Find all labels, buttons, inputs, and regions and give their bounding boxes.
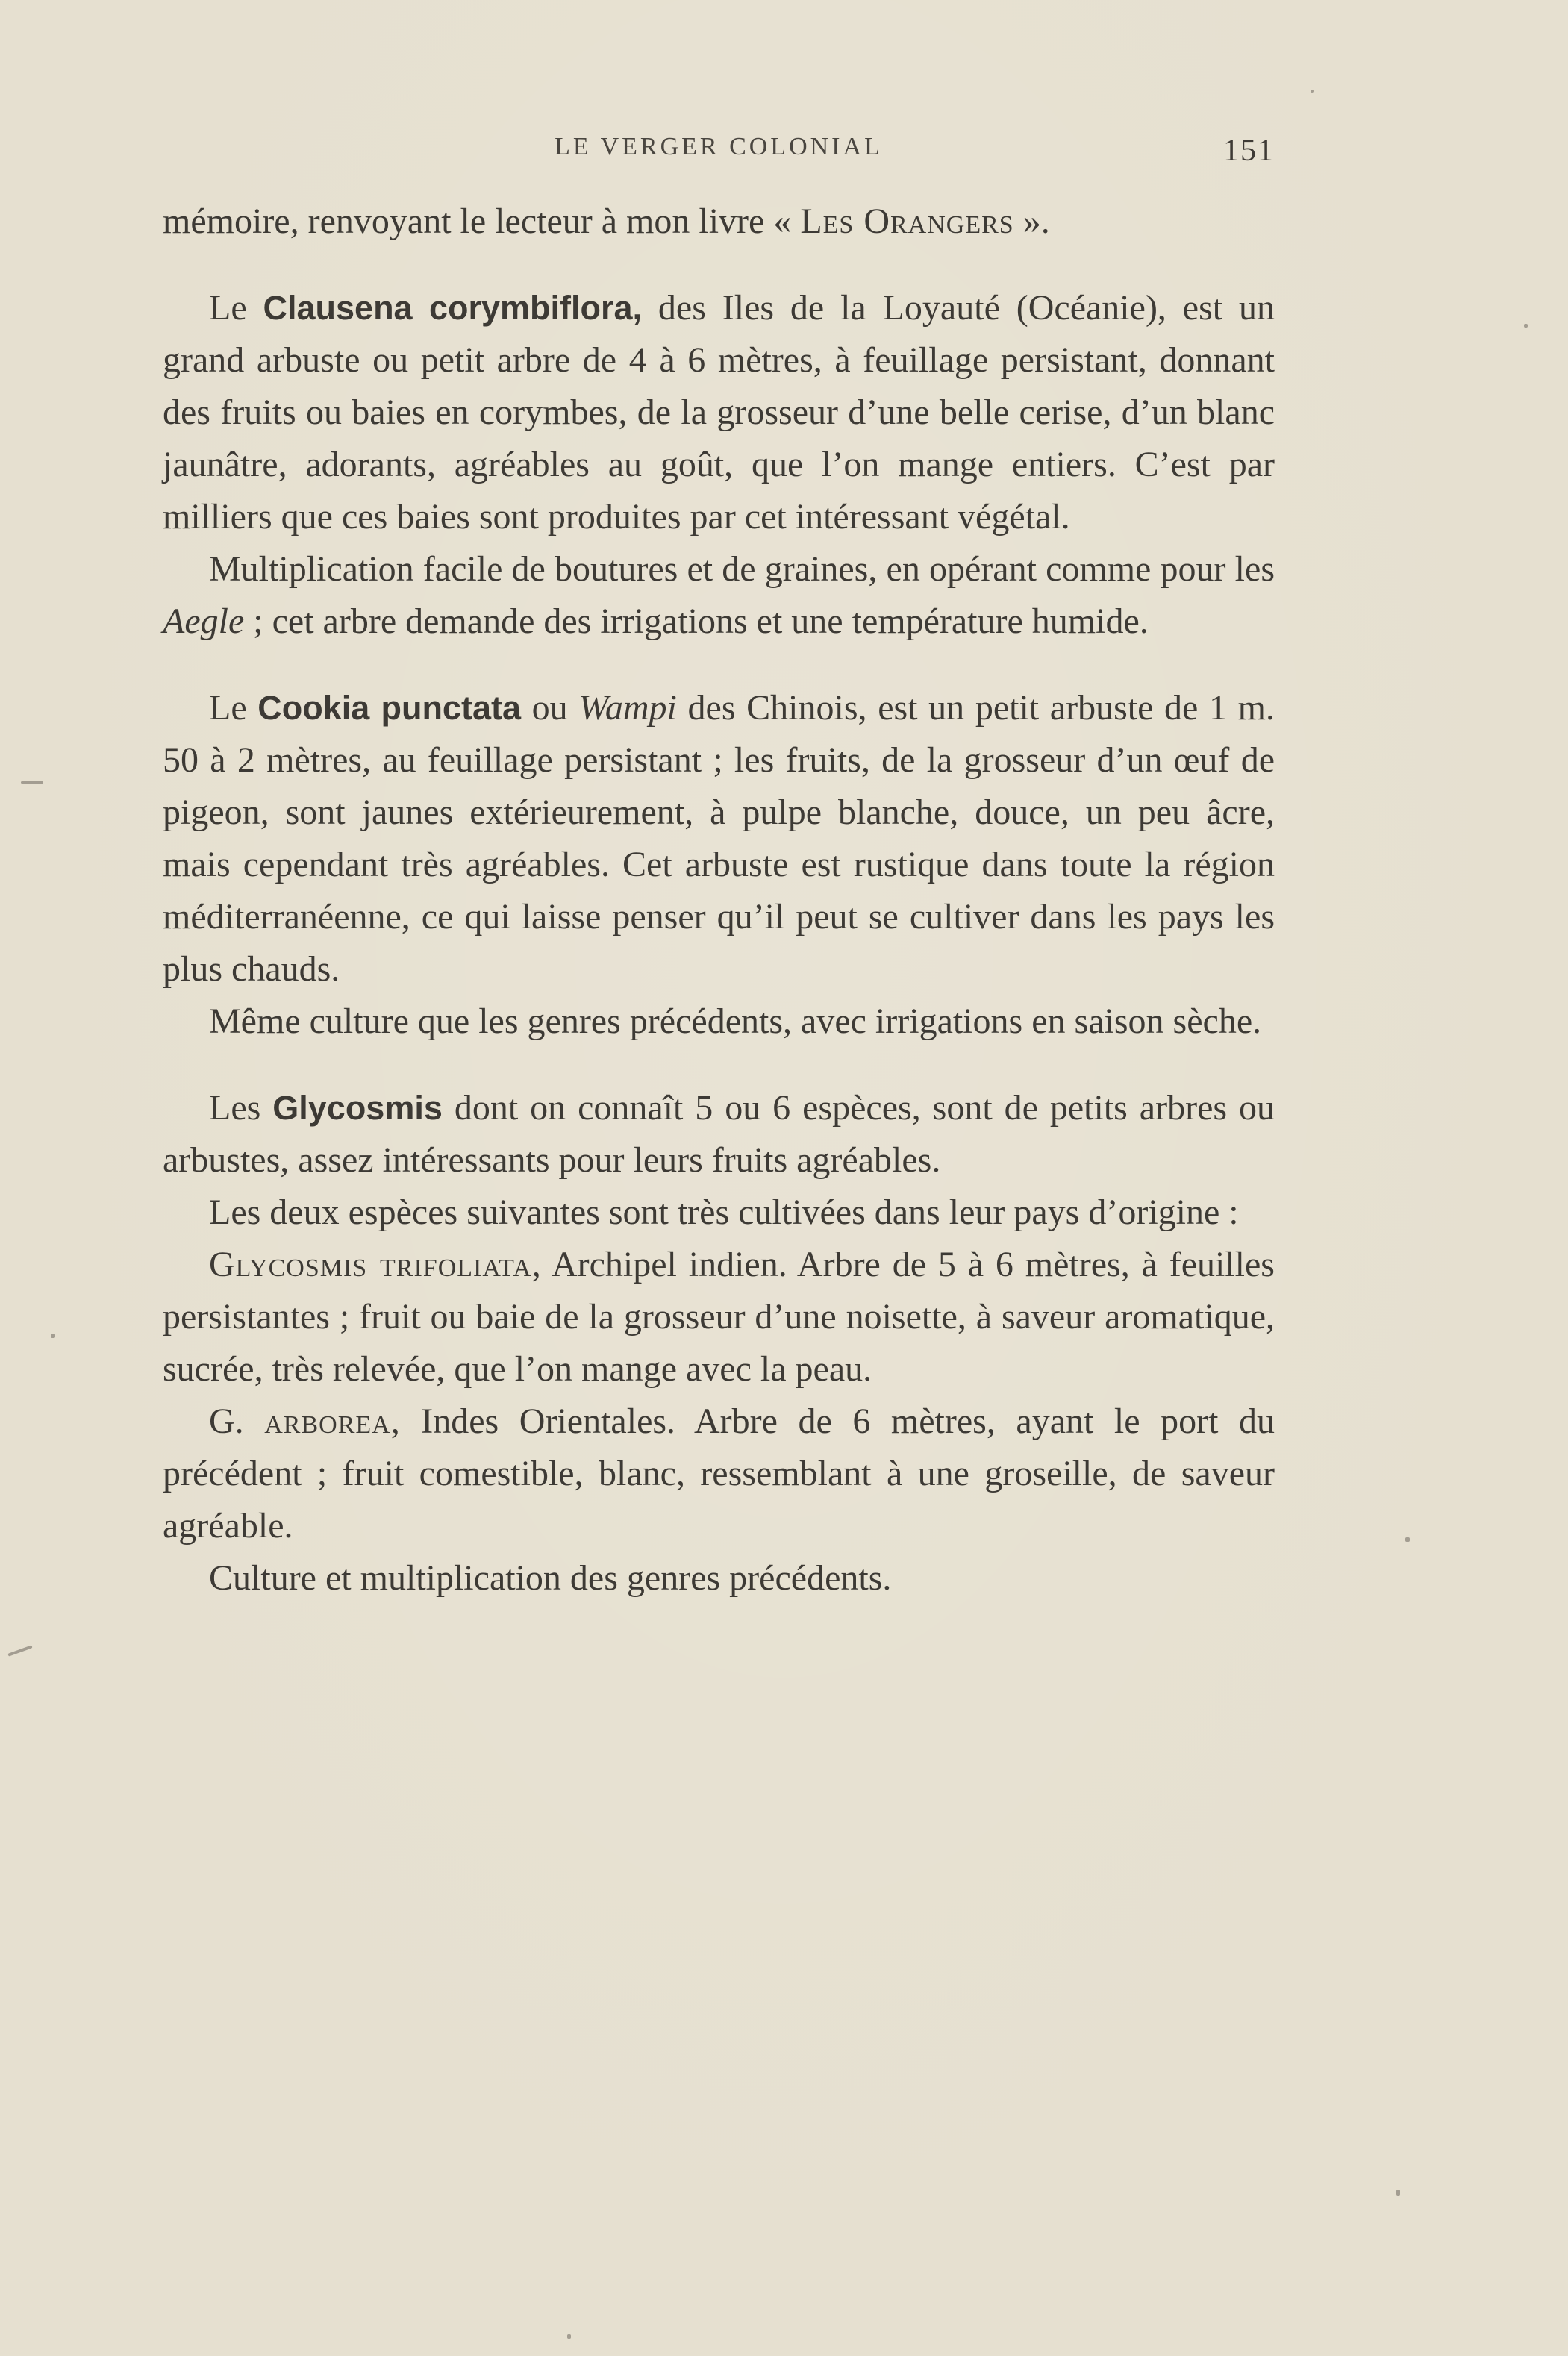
paper-speck	[7, 1645, 32, 1656]
paper-speck	[1396, 2190, 1400, 2196]
paragraph-continuation: mémoire, renvoyant le lecteur à mon livre « Les Orangers ».	[163, 201, 1050, 241]
book-title: Les Orangers	[800, 201, 1014, 241]
species-name-clausena: Clausena corymbiflora,	[263, 289, 643, 327]
paper-speck	[567, 2334, 571, 2339]
genus-name-glycosmis: Glycosmis	[272, 1089, 443, 1127]
paper-speck	[1405, 1537, 1410, 1542]
paper-speck	[1524, 324, 1528, 328]
paper-speck	[51, 1334, 55, 1338]
running-title: LE VERGER COLONIAL	[555, 133, 883, 160]
body-text	[163, 196, 1275, 1604]
species-name-cookia: Cookia punctata	[257, 689, 521, 727]
paragraph-clausena-culture: Multiplication facile de boutures et de graines, en opérant comme pour les Aegle ; cet arbre demande des irrigations et une température humide.	[163, 549, 1275, 641]
paragraph-cookia-culture: Même culture que les genres précédents, avec irrigations en saison sèche.	[209, 1002, 1262, 1041]
common-name-wampi: Wampi	[578, 688, 677, 728]
paragraph-glycosmis-species-intro: Les deux espèces suivantes sont très cultivées dans leur pays d’origine :	[209, 1193, 1239, 1232]
paragraph-cookia: Le Cookia punctata ou Wampi des Chinois, est un petit arbuste de 1 m. 50 à 2 mètres, au feuillage persistant ; les fruits, de la grosseur d’un œuf de pigeon, sont jaunes extérieurement, à pulpe blanche, douce, un peu âcre, mais cependant très agréables. Cet arbuste est rustique dans toute la région méditerranéenne, ce qui laisse penser qu’il peut se cultiver dans les pays les plus chauds.	[163, 688, 1275, 989]
page-header	[163, 133, 1275, 170]
paragraph-culture-note: Culture et multiplication des genres précédents.	[209, 1558, 892, 1598]
paragraph-glycosmis-trifoliata: Glycosmis trifoliata, Archipel indien. Arbre de 5 à 6 mètres, à feuilles persistantes ; fruit ou baie de la grosseur d’une noisette, à saveur aromatique, sucrée, très relevée, que l’on mange avec la peau.	[163, 1245, 1275, 1389]
paragraph-glycosmis-arborea: G. arborea, Indes Orientales. Arbre de 6 mètres, ayant le port du précédent ; fruit comestible, blanc, ressemblant à une groseille, de saveur agréable.	[163, 1402, 1275, 1546]
paper-speck	[21, 781, 43, 784]
species-name-trifoliata: Glycosmis trifoliata,	[209, 1245, 542, 1284]
paragraph-clausena: Le Clausena corymbiflora, des Iles de la Loyauté (Océanie), est un grand arbuste ou petit arbre de 4 à 6 mètres, à feuillage persistant, donnant des fruits ou baies en corymbes, de la grosseur d’une belle cerise, d’un blanc jaunâtre, adorants, agréables au goût, que l’on mange entiers. C’est par milliers que ces baies sont produites par cet intéressant végétal.	[163, 288, 1275, 537]
paper-speck	[1311, 90, 1314, 93]
paragraph-glycosmis: Les Glycosmis dont on connaît 5 ou 6 espèces, sont de petits arbres ou arbustes, assez intéressants pour leurs fruits agréables.	[163, 1088, 1275, 1180]
genus-aegle: Aegle	[163, 602, 245, 641]
species-name-arborea: arborea,	[264, 1402, 401, 1441]
page-number: 151	[1223, 134, 1275, 168]
